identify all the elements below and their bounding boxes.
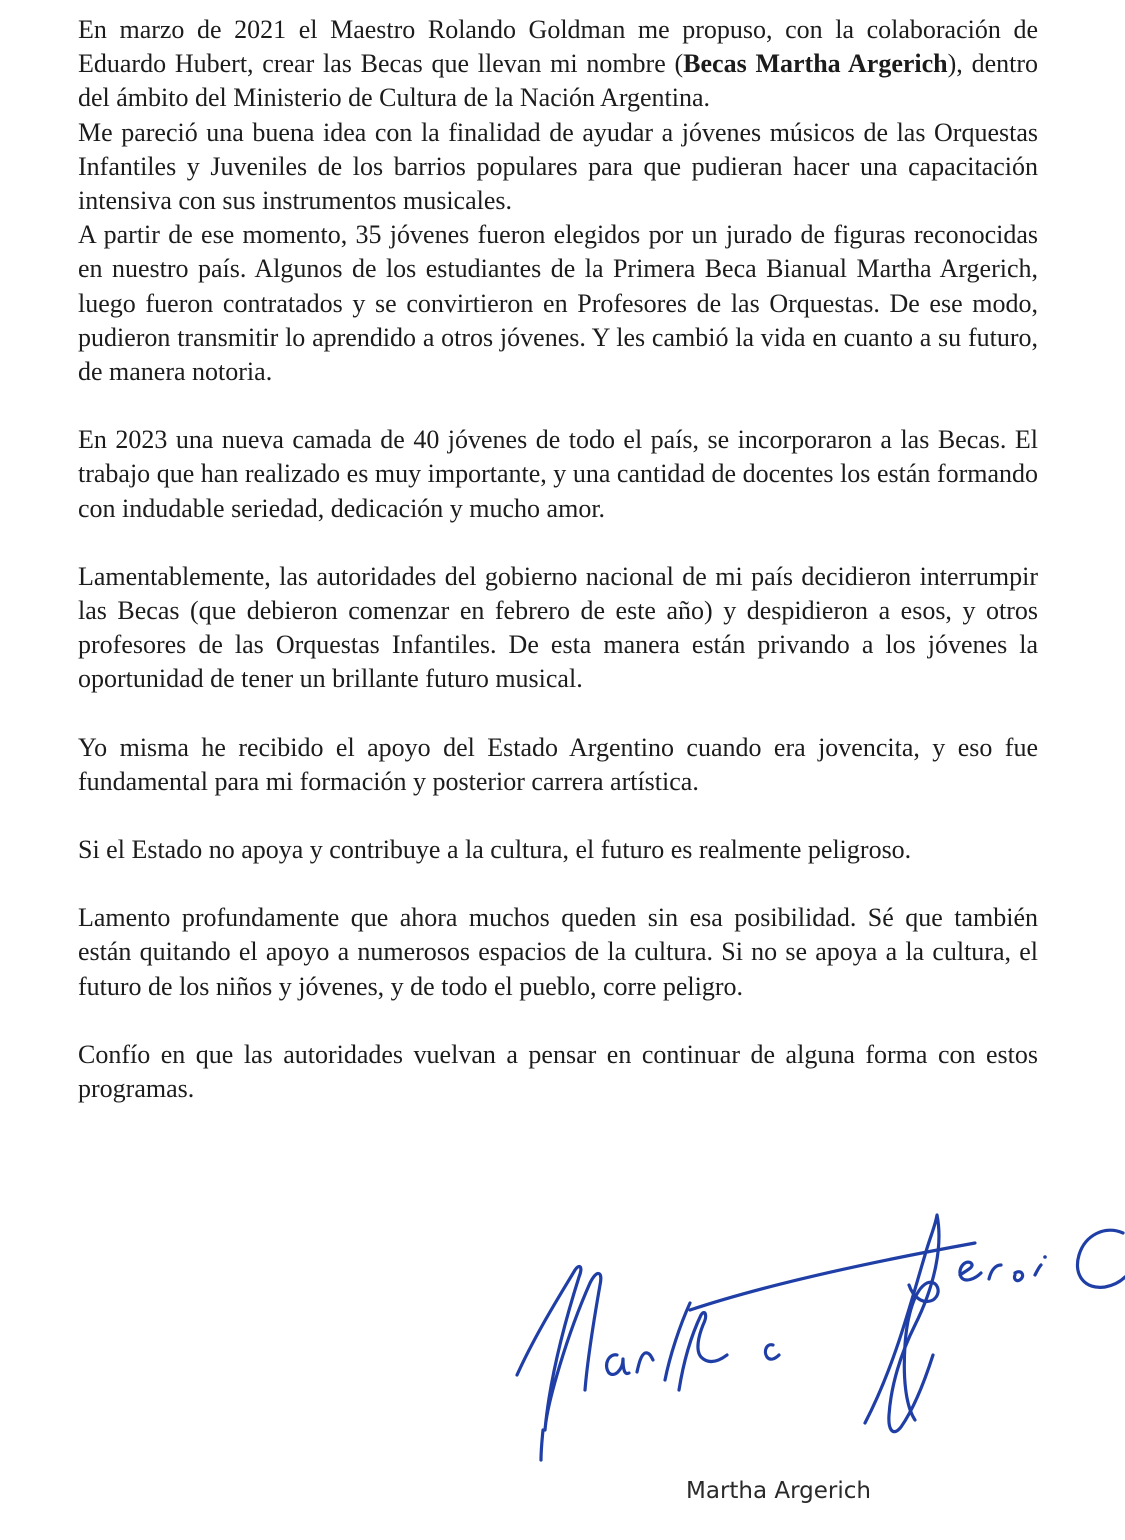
signer-name: Martha Argerich — [686, 1478, 871, 1504]
paragraph-regret: Lamento profundamente que ahora muchos queden sin esa posibilidad. Sé que también están quitando el apoyo a numerosos espacios de la cultura. Si no se apoya a la cultura, el futuro de los niños y jóvenes, y de todo el pueblo, corre peligro. — [78, 903, 1038, 1001]
paragraph-origin-start: En marzo de 2021 el Maestro Rolando Goldman me propuso, con la colaboración de Eduardo Hubert, crear las Becas que llevan mi nombre ( — [78, 15, 1038, 79]
letter-body — [78, 13, 1038, 1106]
paragraph-origin-end: ), dentro del ámbito del Ministerio de Cultura de la Nación Argentina. — [78, 49, 1038, 113]
paragraph-purpose: Me pareció una buena idea con la finalidad de ayudar a jóvenes músicos de las Orquestas Infantiles y Juveniles de los barrios populares para que pudieran hacer una capacitación intensiva con sus instrumentos musicales. — [78, 117, 1038, 216]
paragraph-state-culture: Si el Estado no apoya y contribuye a la cultura, el futuro es realmente peligroso. — [78, 835, 912, 865]
handwritten-signature — [505, 1175, 1125, 1465]
becas-name-bold: Becas Martha Argerich — [683, 49, 948, 79]
paragraph-closing: Confío en que las autoridades vuelvan a pensar en continuar de alguna forma con estos programas. — [78, 1039, 1038, 1104]
paragraph-first-scholars: A partir de ese momento, 35 jóvenes fueron elegidos por un jurado de figuras reconocidas en nuestro país. Algunos de los estudiantes de la Primera Beca Bianual Martha Argerich, luego fueron contratados y se convirtieron en Profesores de las Orquestas. De ese modo, pudieron transmitir lo aprendido a otros jóvenes. Y les cambió la vida en cuanto a su futuro, de manera notoria. — [78, 220, 1038, 387]
paragraph-personal-support: Yo misma he recibido el apoyo del Estado Argentino cuando era jovencita, y eso fue fundamental para mi formación y posterior carrera artística. — [78, 732, 1038, 796]
paragraph-2023-cohort: En 2023 una nueva camada de 40 jóvenes de todo el país, se incorporaron a las Becas. El trabajo que han realizado es muy importante, y una cantidad de docentes los están formando con indudable seriedad, dedicación y mucho amor. — [78, 425, 1038, 523]
paragraph-interruption: Lamentablemente, las autoridades del gobierno nacional de mi país decidieron interrumpir las Becas (que debieron comenzar en febrero de este año) y despidieron a esos, y otros profesores de las Orquestas Infantiles. De esta manera están privando a los jóvenes la oportunidad de tener un brillante futuro musical. — [78, 561, 1038, 694]
paragraph-origin — [78, 13, 1038, 116]
